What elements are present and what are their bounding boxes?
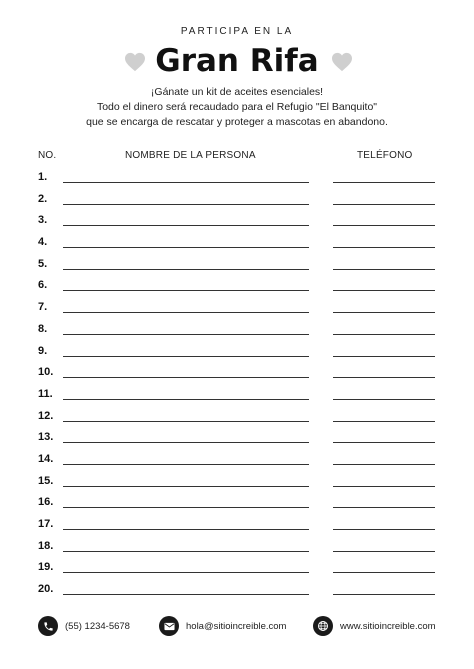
- name-entry-line: [63, 486, 309, 487]
- phone-entry-line: [333, 551, 435, 552]
- entry-list: [0, 166, 474, 600]
- table-row: [0, 535, 474, 557]
- phone-entry-line: [333, 225, 435, 226]
- phone-icon: [38, 616, 58, 636]
- description: [0, 85, 474, 130]
- column-header-name: NOMBRE DE LA PERSONA: [125, 150, 256, 161]
- table-row: [0, 209, 474, 231]
- name-entry-line: [63, 225, 309, 226]
- row-number: 20.: [38, 583, 54, 596]
- globe-icon: [313, 616, 333, 636]
- row-number: 9.: [38, 344, 48, 357]
- name-entry-line: [63, 312, 309, 313]
- phone-entry-line: [333, 269, 435, 270]
- row-number: 2.: [38, 192, 48, 205]
- row-number: 17.: [38, 518, 54, 530]
- description-line: que se encarga de rescatar y proteger a mascotas en abandono.: [86, 116, 388, 128]
- table-row: [0, 491, 474, 513]
- name-entry-line: [63, 551, 309, 552]
- phone-entry-line: [333, 572, 435, 573]
- row-number: 19.: [38, 561, 54, 574]
- name-entry-line: [63, 507, 309, 508]
- phone-entry-line: [333, 464, 435, 465]
- description-line: ¡Gánate un kit de aceites esenciales!: [150, 86, 324, 98]
- row-number: 8.: [38, 322, 48, 335]
- phone-entry-line: [333, 377, 435, 378]
- table-row: [0, 231, 474, 253]
- name-entry-line: [63, 290, 309, 291]
- row-number: 18.: [38, 539, 54, 552]
- name-entry-line: [63, 182, 309, 183]
- table-row: [0, 340, 474, 362]
- footer-phone: [38, 614, 130, 638]
- phone-entry-line: [333, 442, 435, 443]
- row-number: 6.: [38, 279, 48, 292]
- name-entry-line: [63, 204, 309, 205]
- row-number: 7.: [38, 301, 48, 314]
- table-row: [0, 470, 474, 492]
- row-number: 10.: [38, 366, 54, 379]
- table-row: [0, 274, 474, 296]
- row-number: 1.: [38, 171, 48, 183]
- table-row: [0, 383, 474, 405]
- title-row: [0, 40, 474, 82]
- name-entry-line: [63, 269, 309, 270]
- phone-entry-line: [333, 529, 435, 530]
- name-entry-line: [63, 572, 309, 573]
- description-line: Todo el dinero será recaudado para el Refugio "El Banquito": [96, 101, 378, 113]
- row-number: 16.: [38, 496, 54, 509]
- footer-website-text: www.sitioincreible.com: [340, 620, 436, 632]
- table-row: [0, 513, 474, 535]
- table-row: [0, 426, 474, 448]
- phone-entry-line: [333, 204, 435, 205]
- heart-icon: [331, 52, 353, 72]
- row-number: 13.: [38, 431, 54, 444]
- name-entry-line: [63, 356, 309, 357]
- row-number: 11.: [38, 387, 53, 400]
- name-entry-line: [63, 421, 309, 422]
- column-header-number: NO.: [38, 150, 57, 161]
- row-number: 12.: [38, 409, 54, 422]
- phone-entry-line: [333, 334, 435, 335]
- name-entry-line: [63, 399, 309, 400]
- table-row: [0, 361, 474, 383]
- table-row: [0, 578, 474, 600]
- phone-entry-line: [333, 290, 435, 291]
- name-entry-line: [63, 594, 309, 595]
- row-number: 15.: [38, 474, 54, 487]
- name-entry-line: [63, 247, 309, 248]
- phone-entry-line: [333, 312, 435, 313]
- kicker-text: PARTICIPA EN LA: [180, 26, 294, 37]
- row-number: 5.: [38, 257, 48, 270]
- footer-email-text: hola@sitioincreible.com: [186, 620, 287, 632]
- phone-entry-line: [333, 399, 435, 400]
- page-title: Gran Rifa: [155, 43, 319, 79]
- table-row: [0, 166, 474, 188]
- footer-website: [313, 614, 436, 638]
- name-entry-line: [63, 334, 309, 335]
- phone-entry-line: [333, 356, 435, 357]
- table-row: [0, 296, 474, 318]
- phone-entry-line: [333, 486, 435, 487]
- name-entry-line: [63, 529, 309, 530]
- column-header-phone: TELÉFONO: [357, 150, 413, 161]
- envelope-icon: [159, 616, 179, 636]
- phone-entry-line: [333, 182, 435, 183]
- table-row: [0, 188, 474, 210]
- row-number: 14.: [38, 452, 54, 465]
- table-row: [0, 448, 474, 470]
- name-entry-line: [63, 464, 309, 465]
- footer-email: [159, 614, 286, 638]
- name-entry-line: [63, 442, 309, 443]
- name-entry-line: [63, 377, 309, 378]
- phone-entry-line: [333, 507, 435, 508]
- row-number: 4.: [38, 236, 48, 249]
- phone-entry-line: [333, 421, 435, 422]
- table-row: [0, 405, 474, 427]
- table-row: [0, 253, 474, 275]
- footer-phone-text: (55) 1234-5678: [65, 620, 130, 632]
- footer: [0, 614, 474, 640]
- phone-entry-line: [333, 247, 435, 248]
- table-row: [0, 556, 474, 578]
- table-row: [0, 318, 474, 340]
- phone-entry-line: [333, 594, 435, 595]
- row-number: 3.: [38, 214, 48, 227]
